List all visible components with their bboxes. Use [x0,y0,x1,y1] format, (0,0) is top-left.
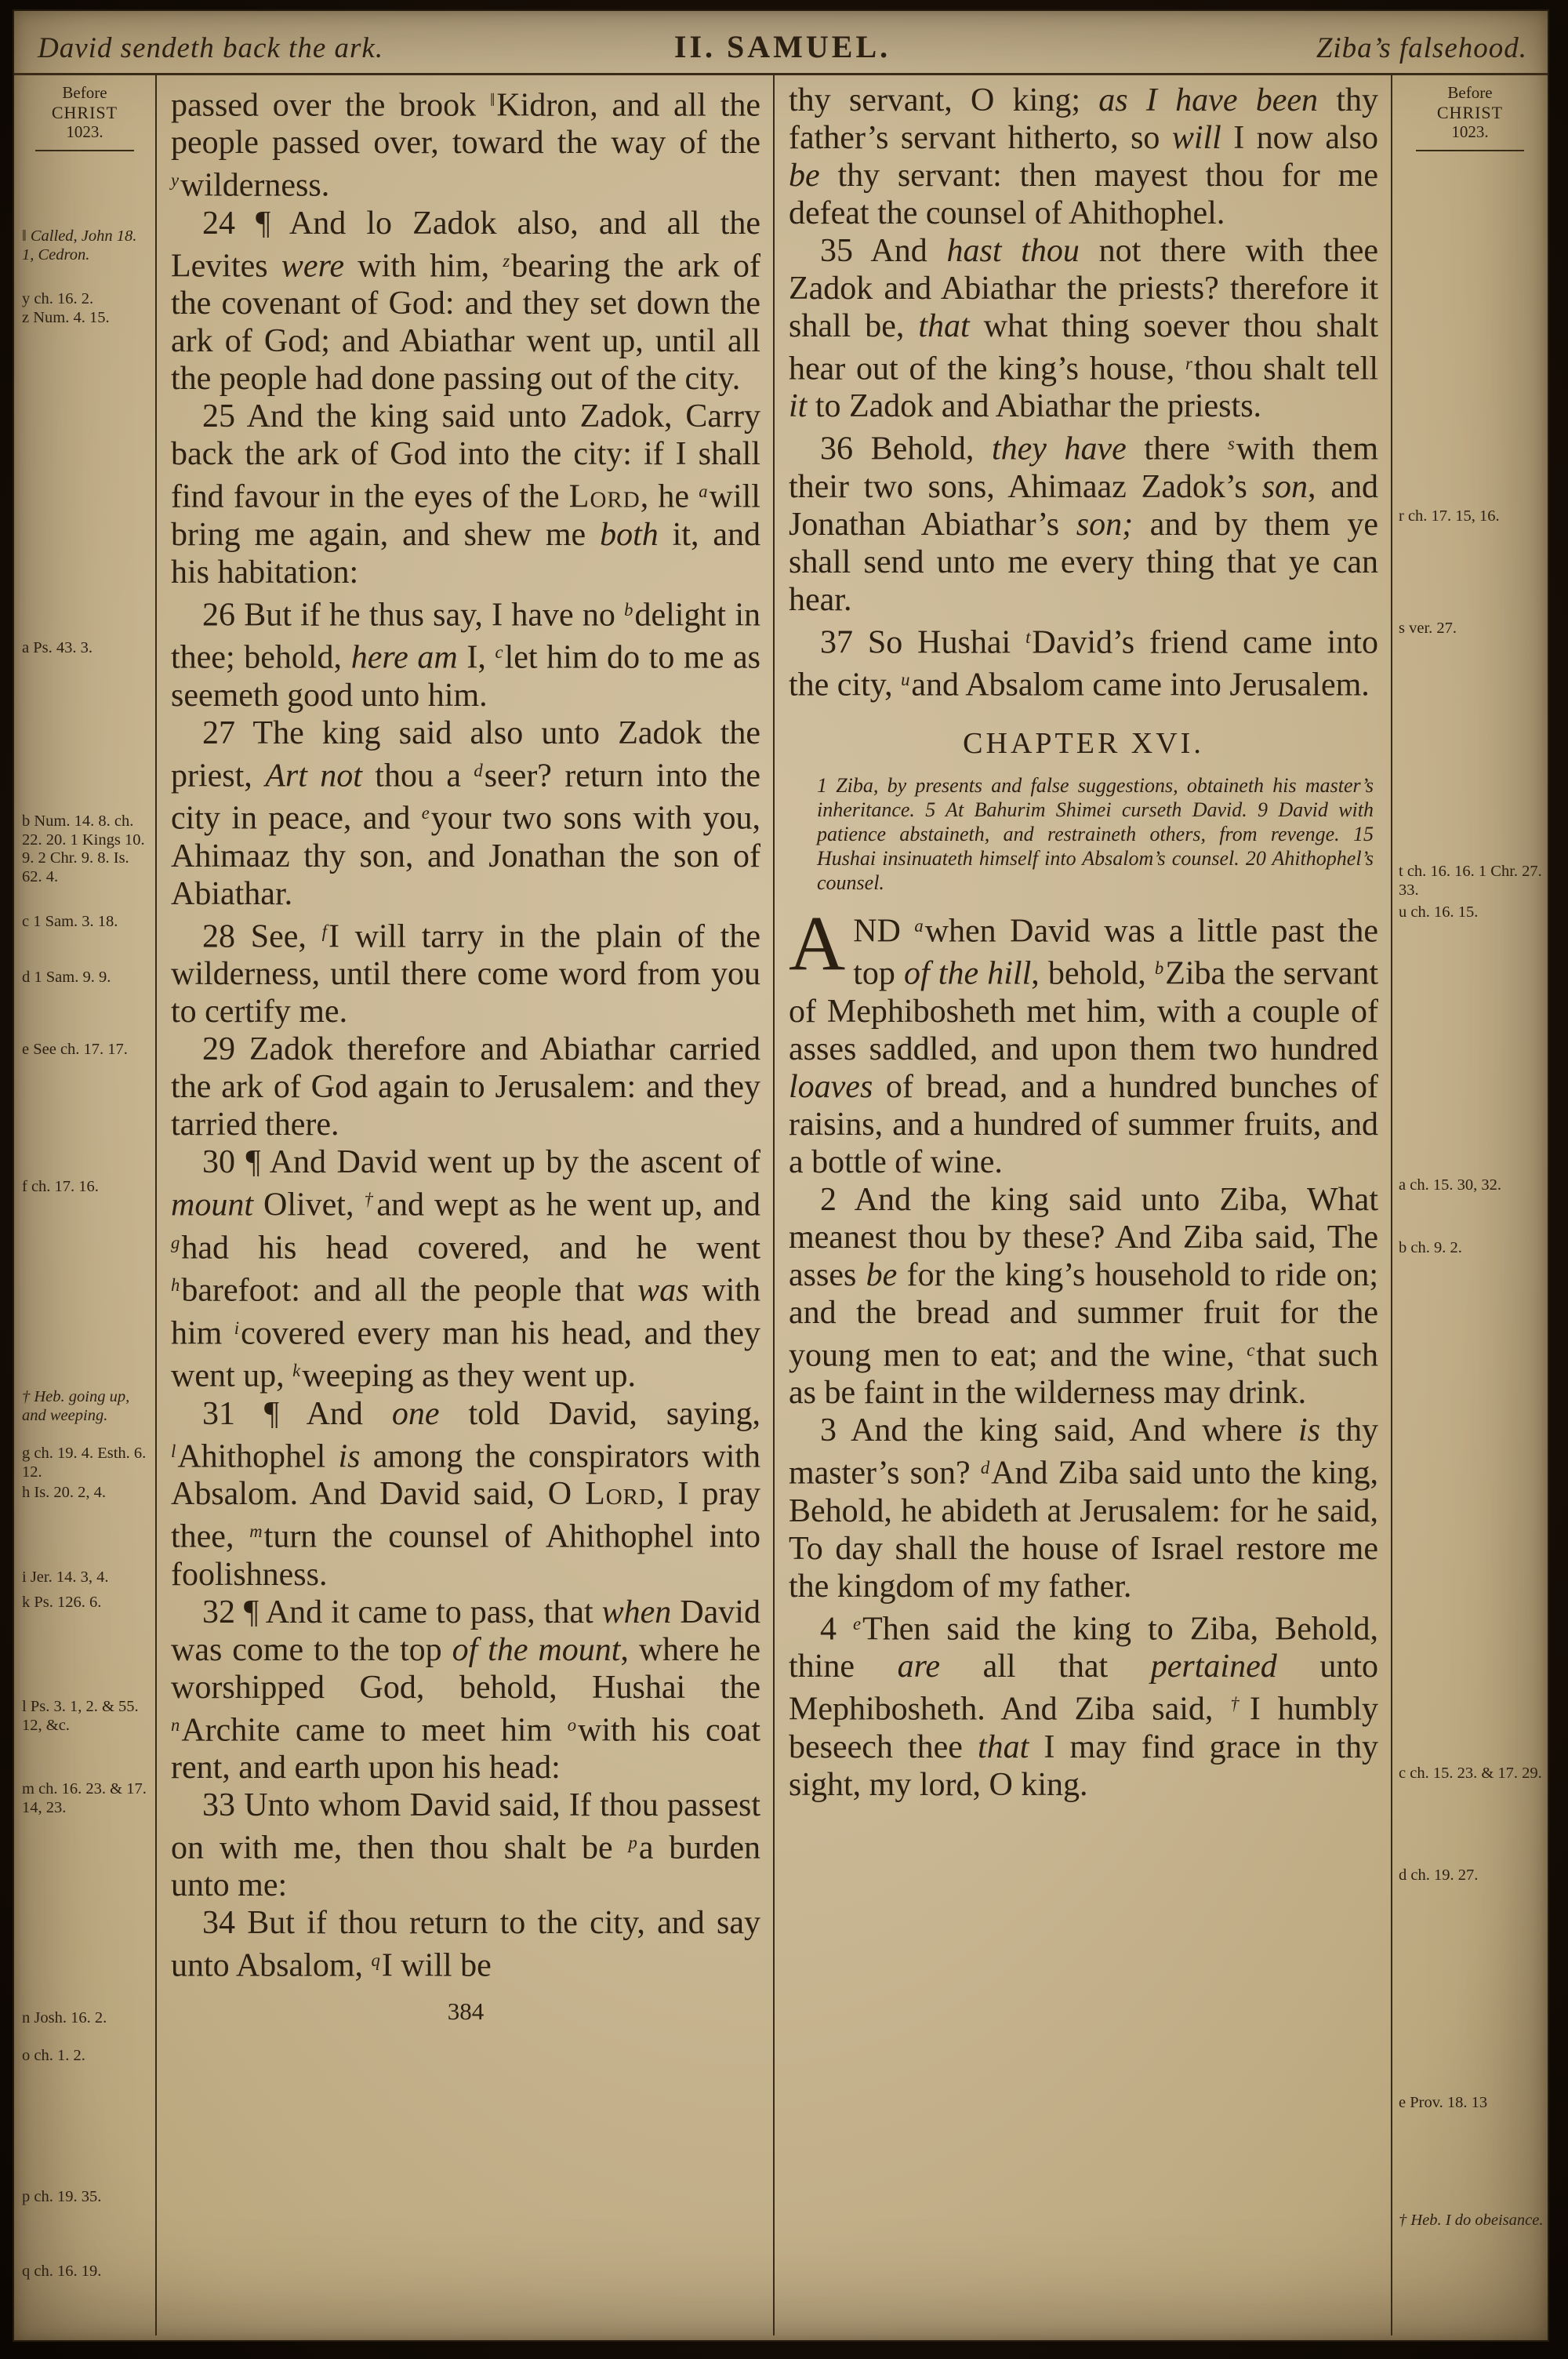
margin-note: p ch. 19. 35. [22,2188,102,2205]
reference-mark: t [1025,627,1031,647]
small-caps-lord: Lord [568,478,641,515]
margin-note: q ch. 16. 19. [22,2263,102,2280]
italic-text: here am [350,639,458,676]
margin-note: u ch. 16. 15. [1399,903,1479,921]
bible-page [13,9,1549,2342]
reference-mark: k [292,1361,301,1381]
margin-note: c ch. 15. 23. & 17. 29. [1399,1765,1542,1782]
margin-note: f ch. 17. 16. [22,1178,99,1195]
margin-note: c 1 Sam. 3. 18. [22,913,118,930]
italic-text: was [637,1272,689,1309]
verse-paragraph: 34 But if thou return to the city, and say unto Absalom, $^q$I will be [171,1905,760,1984]
italic-text: of the hill [904,955,1032,992]
reference-mark: a [914,915,924,936]
verse-paragraph: 36 Behold, they have there $^s$with them their two sons, Ahimaaz Zadok’s son, and Jonathan Abiathar’s son; and by them ye shall send unto me every thing that ye can hear. [789,431,1378,618]
header-right-summary: Ziba’s falsehood. [1316,32,1528,64]
small-caps-lord: Lord [585,1476,656,1513]
verse-paragraph: 30 ¶ And David went up by the ascent of mount Olivet, †and wept as he went up, and $^g$had his head covered, and he went $^h$barefoot: and all the people that was with him $^i$covered every man his head, and they went up, $^k$weeping as they went up. [171,1144,761,1394]
reference-mark: d [980,1458,990,1478]
reference-mark: y [171,170,180,191]
italic-text: be [789,158,820,194]
margin-note: e Prov. 18. 13 [1399,2094,1488,2111]
margin-note: e See ch. 17. 17. [22,1041,128,1058]
verse-paragraph: thy servant, O king; as I have been thy father’s servant hitherto, so will I now also be thy servant: then mayest thou for me defeat the counsel of Ahithophel. [789,82,1379,231]
italic-text: be [866,1256,898,1293]
margin-note: d 1 Sam. 9. 9. [22,969,111,986]
margin-note: ‖ Called, John 18. 1, Cedron. [22,227,137,264]
before-christ-heading [1392,83,1548,151]
book-title: II. SAMUEL. [673,29,891,64]
margin-note: † Heb. I do obeisance. [1399,2212,1544,2229]
reference-mark: g [171,1232,180,1252]
margin-rule [35,150,134,151]
reference-mark: c [495,642,503,663]
before-christ-line: Before [1447,83,1493,102]
reference-mark: † [364,1190,376,1210]
verse-paragraph: passed over the brook ‖Kidron, and all the people passed over, toward the way of the $^y$wilderness. [171,87,761,204]
margin-note: d ch. 19. 27. [1399,1866,1479,1884]
italic-text: of the mount [452,1631,621,1668]
margin-note: o ch. 1. 2. [22,2047,85,2064]
italic-text: will [1171,120,1221,156]
italic-text: mount [171,1187,253,1223]
before-christ-heading [14,83,155,151]
left-text-column [157,75,775,2335]
reference-mark: z [503,250,510,271]
margin-note: a Ps. 43. 3. [22,639,93,656]
reference-mark: † [1230,1694,1248,1714]
margin-note: n Josh. 16. 2. [22,2009,107,2026]
page-number: 384 [447,1997,485,2025]
left-margin-column [14,75,157,2335]
right-margin-column [1392,75,1548,2335]
italic-text: pertained [1150,1648,1277,1685]
reference-mark: q [371,1950,380,1971]
chapter-summary: 1 Ziba, by presents and false suggestions, obtaineth his master’s inheritance. 5 At Bahurim Shimei curseth David. 9 David with patience abstaineth, and restraineth others, from revenge. 15 Hushai insinuateth himself into Absalom’s counsel. 20 Ahithophel’s counsel. [817,773,1374,894]
italic-text: is [338,1438,361,1475]
reference-mark: c [1247,1339,1255,1360]
verse-paragraph: 27 The king said also unto Zadok the priest, Art not thou a $^d$seer? return into the city in peace, and $^e$your two sons with you, Ahimaaz thy son, and Jonathan the son of Abiathar. [171,714,760,912]
margin-note: b ch. 9. 2. [1399,1239,1462,1256]
italic-text: son; [1076,506,1134,543]
reference-mark: e [853,1613,862,1634]
before-christ-line: 1023. [66,122,103,141]
reference-mark: p [628,1832,637,1852]
margin-note: s ver. 27. [1399,620,1457,637]
italic-text: when [601,1594,672,1630]
italic-text: that [918,308,970,344]
reference-mark: ‖ [489,90,495,110]
margin-note: m ch. 16. 23. & 17. 14, 23. [22,1780,147,1816]
page-columns [14,75,1548,2335]
verse-paragraph: 25 And the king said unto Zadok, Carry back the ark of God into the city: if I shall find favour in the eyes of the Lord, he $^a$will bring me again, and shew me both it, and his habitation: [171,398,761,591]
italic-text: hast thou [946,233,1080,269]
verse-paragraph: 2 And the king said unto Ziba, What meanest thou by these? And Ziba said, The asses be for the king’s household to ride on; and the bread and summer fruit for the young men to eat; and the wine, $^c$that such as be faint in the wilderness may drink. [789,1181,1378,1412]
margin-note: b Num. 14. 8. ch. 22. 20. 1 Kings 10. 9. 2 Chr. 9. 8. Is. 62. 4. [22,812,145,885]
italic-text: son [1261,468,1308,505]
chapter-heading: CHAPTER XVI. [963,726,1204,760]
margin-note: l Ps. 3. 1, 2. & 55. 12, &c. [22,1698,139,1734]
reference-mark: r [1185,354,1192,373]
verse-paragraph: AND $^a$when David was a little past the top of the hill, behold, $^b$Ziba the servant of Mephibosheth met him, with a couple of asses saddled, and upon them two hundred loaves of bread, and a hundred bunches of raisins, and a hundred of summer fruits, and a bottle of wine. [789,899,1379,1180]
margin-note: h Is. 20. 2, 4. [22,1484,107,1501]
reference-mark: n [171,1714,180,1735]
reference-mark: s [1227,434,1235,454]
reference-mark: u [901,670,910,690]
italic-text: they have [992,431,1127,467]
verse-paragraph: 33 Unto whom David said, If thou passest on with me, then thou shalt be $^p$a burden unto me: [171,1787,760,1904]
margin-note: g ch. 19. 4. Esth. 6. 12. [22,1445,147,1481]
italic-text: Art not [265,758,362,794]
margin-note: a ch. 15. 30, 32. [1399,1176,1501,1194]
verse-paragraph: 3 And the king said, And where is thy master’s son? $^d$And Ziba said unto the king, Behold, he abideth at Jerusalem: for he said, To day shall the house of Israel restore me the kingdom of my father. [789,1412,1379,1605]
before-christ-line: 1023. [1451,122,1489,141]
margin-note: t ch. 16. 16. 1 Chr. 27. 33. [1399,863,1542,899]
margin-note: y ch. 16. 2. [22,290,94,307]
margin-note: k Ps. 126. 6. [22,1594,102,1611]
verse-paragraph: 35 And hast thou not there with thee Zadok and Abiathar the priests? therefore it shall be, that what thing soever thou shalt hear out of the king’s house, $^r$thou shalt tell it to Zadok and Abiathar the priests. [789,233,1378,425]
verse-paragraph: 24 ¶ And lo Zadok also, and all the Levites were with him, $^z$bearing the ark of the covenant of God: and they set down the ark of God; and Abiathar went up, until all the people had done passing out of the city. [171,205,760,398]
italic-text: as I have been [1098,82,1319,118]
header-left-summary: David sendeth back the ark. [38,32,384,64]
running-header [14,11,1548,75]
verse-paragraph: 28 See, $^f$I will tarry in the plain of the wilderness, until there come word from you to certify me. [171,918,760,1030]
verse-paragraph: 29 Zadok therefore and Abiathar carried the ark of God again to Jerusalem: and they tarried there. [171,1031,760,1143]
reference-mark: a [699,482,708,502]
reference-mark: d [474,760,483,780]
margin-note: i Jer. 14. 3, 4. [22,1568,109,1586]
margin-rule [1416,150,1525,151]
verse-paragraph: 26 But if he thus say, I have no $^b$delight in thee; behold, here am I, $^c$let him do to me as seemeth good unto him. [171,597,760,714]
italic-text: loaves [789,1068,873,1105]
reference-mark: b [1154,958,1164,979]
italic-text: were [281,248,345,285]
verse-paragraph: 32 ¶ And it came to pass, that when David was come to the top of the mount, where he worshipped God, behold, Hushai the $^n$Archite came to meet him $^o$with his coat rent, and earth upon his head: [171,1594,761,1786]
before-christ-line: CHRIST [1436,103,1504,122]
margin-note: r ch. 17. 15, 16. [1399,507,1500,525]
verse-paragraph: 37 So Hushai $^t$David’s friend came into the city, $^u$and Absalom came into Jerusalem. [789,624,1378,703]
reference-mark: f [321,921,327,941]
italic-text: it [789,388,808,425]
italic-text: that [978,1728,1029,1765]
reference-mark: e [421,803,430,823]
reference-mark: b [624,599,633,620]
reference-mark: l [171,1441,176,1461]
reference-mark: h [171,1275,180,1296]
italic-text: both [600,516,659,553]
italic-text: are [897,1648,941,1685]
margin-note: † Heb. going up, and weeping. [22,1388,130,1424]
italic-text: one [391,1395,440,1432]
before-christ-line: CHRIST [51,103,118,122]
drop-cap: A [789,899,846,987]
before-christ-line: Before [62,83,107,102]
verse-paragraph: 4 $^e$Then said the king to Ziba, Behold, thine are all that pertained unto Mephibosheth. And Ziba said, †I humbly beseech thee that I may find grace in thy sight, my lord, O king. [789,1611,1379,1803]
reference-mark: o [567,1714,577,1735]
reference-mark: i [234,1318,240,1338]
right-text-column [775,75,1392,2335]
italic-text: is [1298,1412,1321,1449]
margin-note: z Num. 4. 15. [22,309,110,326]
verse-paragraph: 31 ¶ And one told David, saying, $^l$Ahithophel is among the conspirators with Absalom. And David said, O Lord, I pray thee, $^m$turn the counsel of Ahithophel into foolishness. [171,1395,761,1593]
reference-mark: m [249,1521,263,1542]
